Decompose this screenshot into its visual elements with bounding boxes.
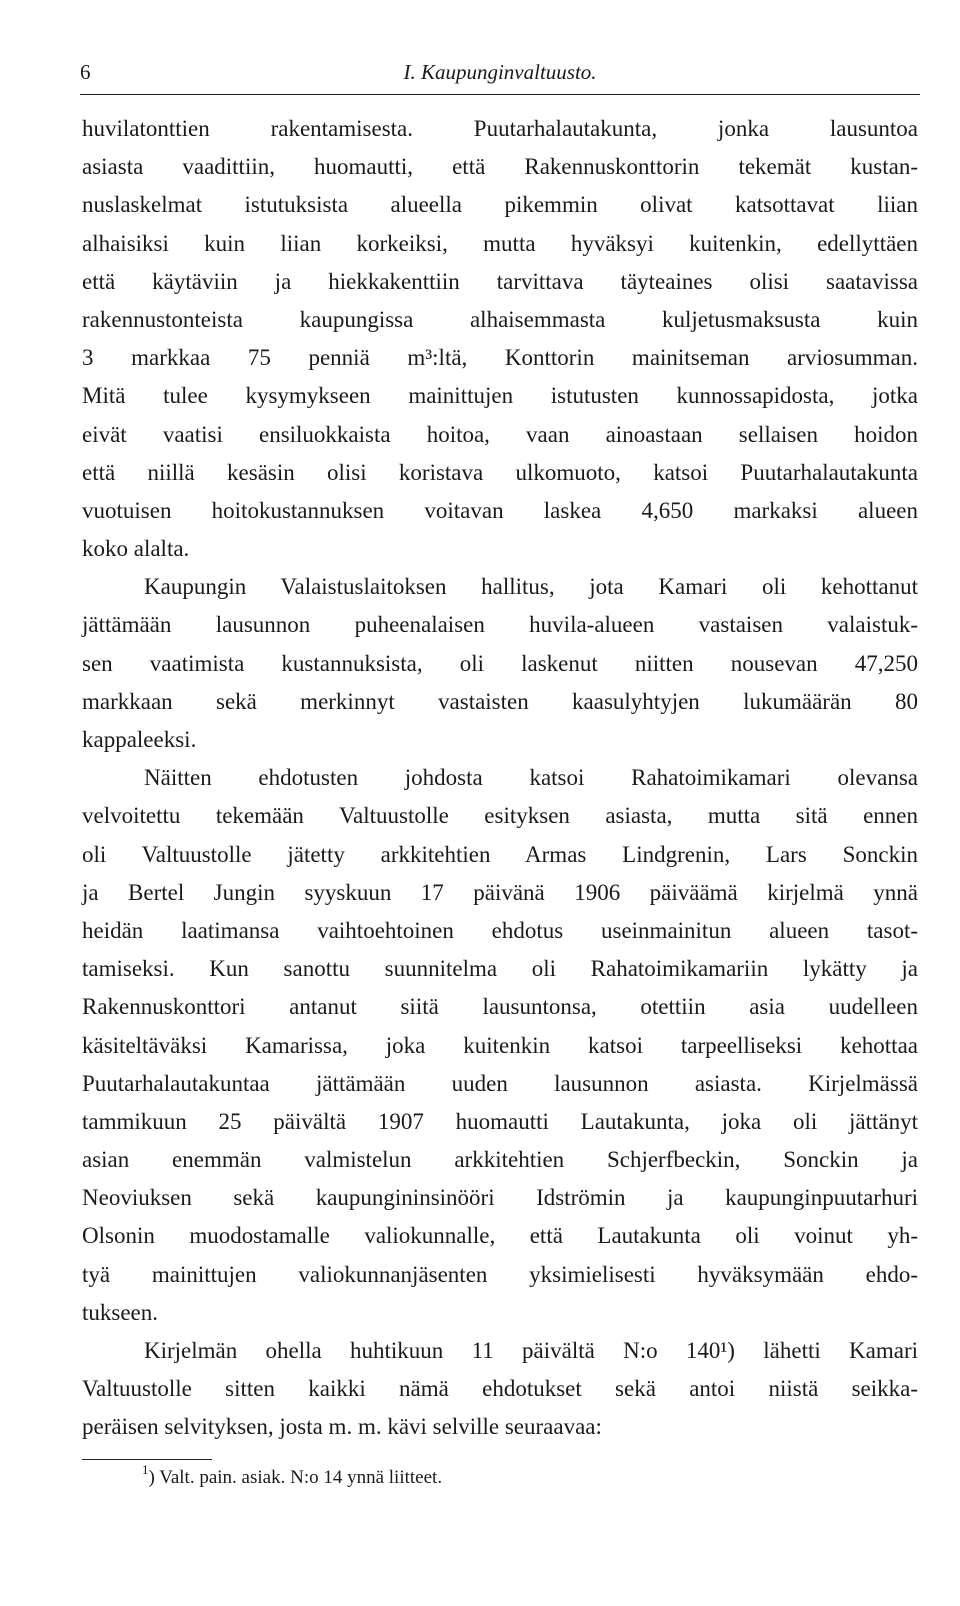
text-line: oli Valtuustolle jätetty arkkitehtien Armas Lindgrenin, Lars Sonckin (82, 841, 918, 867)
text-line: Rakennuskonttori antanut siitä lausuntonsa, otettiin asia uudelleen (82, 994, 918, 1020)
text-line: Valtuustolle sitten kaikki nämä ehdotukset sekä antoi niistä seikka- (82, 1376, 918, 1402)
text-line: koko alalta. (82, 536, 190, 562)
header-rule (80, 94, 920, 95)
text-line: että käytäviin ja hiekkakenttiin tarvittava täyteaines olisi saatavissa (82, 268, 918, 294)
text-line: tamiseksi. Kun sanottu suunnitelma oli Rahatoimikamariin lykätty ja (82, 956, 918, 982)
paragraph (82, 1332, 918, 1447)
footnote-text: Valt. pain. asiak. N:o 14 ynnä liitteet. (159, 1467, 443, 1488)
text-line: 3 markkaa 75 penniä m³:ltä, Konttorin mainitseman arviosumman. (82, 345, 918, 371)
text-line: rakennustonteista kaupungissa alhaisemmasta kuljetusmaksusta kuin (82, 306, 918, 332)
text-line: eivät vaatisi ensiluokkaista hoitoa, vaan ainoastaan sellaisen hoidon (82, 421, 918, 447)
footnote-rule (82, 1459, 212, 1460)
text-line: kappaleeksi. (82, 727, 197, 752)
text-line: Neoviuksen sekä kaupungininsinööri Idströmin ja kaupunginpuutarhuri (82, 1185, 918, 1211)
text-line: sen vaatimista kustannuksista, oli laskenut niitten nousevan 47,250 (82, 650, 918, 676)
text-line: Näitten ehdotusten johdosta katsoi Rahatoimikamari olevansa (144, 765, 918, 791)
text-line: Kirjelmän ohella huhtikuun 11 päivältä N:o 140¹) lähetti Kamari (144, 1338, 918, 1363)
text-line: Olsonin muodostamalle valiokunnalle, että Lautakunta oli voinut yh- (82, 1223, 918, 1249)
running-header (80, 60, 920, 90)
text-line: nuslaskelmat istutuksista alueella pikemmin olivat katsottavat liian (82, 192, 918, 218)
text-line: ja Bertel Jungin syyskuun 17 päivänä 1906 päiväämä kirjelmä ynnä (82, 879, 918, 905)
footnote-marker: 1 (142, 1462, 149, 1477)
text-line: jättämään lausunnon puheenalaisen huvila-alueen vastaisen valaistuk- (82, 612, 918, 638)
text-line: että niillä kesäsin olisi koristava ulkomuoto, katsoi Puutarhalautakunta (82, 459, 918, 485)
text-line: tyä mainittujen valiokunnanjäsenten yksimielisesti hyväksymään ehdo- (82, 1261, 918, 1287)
text-line: markkaan sekä merkinnyt vastaisten kaasulyhtyjen lukumäärän 80 (82, 688, 918, 714)
footnote: $^1$) Valt. pain. asiak. N:o 14 ynnä liitteet. (142, 1462, 443, 1488)
text-line: heidän laatimansa vaihtoehtoinen ehdotus useinmainitun alueen tasot- (82, 917, 918, 943)
text-line: peräisen selvityksen, josta m. m. kävi selville seuraavaa: (82, 1414, 602, 1440)
text-line: vuotuisen hoitokustannuksen voitavan laskea 4,650 markaksi alueen (82, 497, 918, 523)
text-line: Mitä tulee kysymykseen mainittujen istutusten kunnossapidosta, jotka (82, 383, 918, 409)
paragraph (82, 110, 918, 568)
running-title: I. Kaupunginvaltuusto. (403, 60, 597, 84)
text-line: käsiteltäväksi Kamarissa, joka kuitenkin katsoi tarpeelliseksi kehottaa (82, 1032, 918, 1058)
text-line: asian enemmän valmistelun arkkitehtien Schjerfbeckin, Sonckin ja (82, 1147, 918, 1173)
text-line: huvilatonttien rakentamisesta. Puutarhalautakunta, jonka lausuntoa (82, 116, 918, 141)
text-line: asiasta vaadittiin, huomautti, että Rakennuskonttorin tekemät kustan- (82, 154, 918, 180)
text-line: Kaupungin Valaistuslaitoksen hallitus, jota Kamari oli kehottanut (144, 574, 918, 600)
text-line: velvoitettu tekemään Valtuustolle esityksen asiasta, mutta sitä ennen (82, 803, 918, 829)
paragraph (82, 568, 918, 759)
text-line: tammikuun 25 päivältä 1907 huomautti Lautakunta, joka oli jättänyt (82, 1108, 918, 1134)
page-number: 6 (80, 60, 91, 84)
paragraph (82, 759, 918, 1332)
text-line: Puutarhalautakuntaa jättämään uuden lausunnon asiasta. Kirjelmässä (82, 1070, 918, 1096)
text-line: alhaisiksi kuin liian korkeiksi, mutta hyväksyi kuitenkin, edellyttäen (82, 230, 918, 256)
text-line: tukseen. (82, 1299, 159, 1325)
body-text (82, 110, 918, 1447)
